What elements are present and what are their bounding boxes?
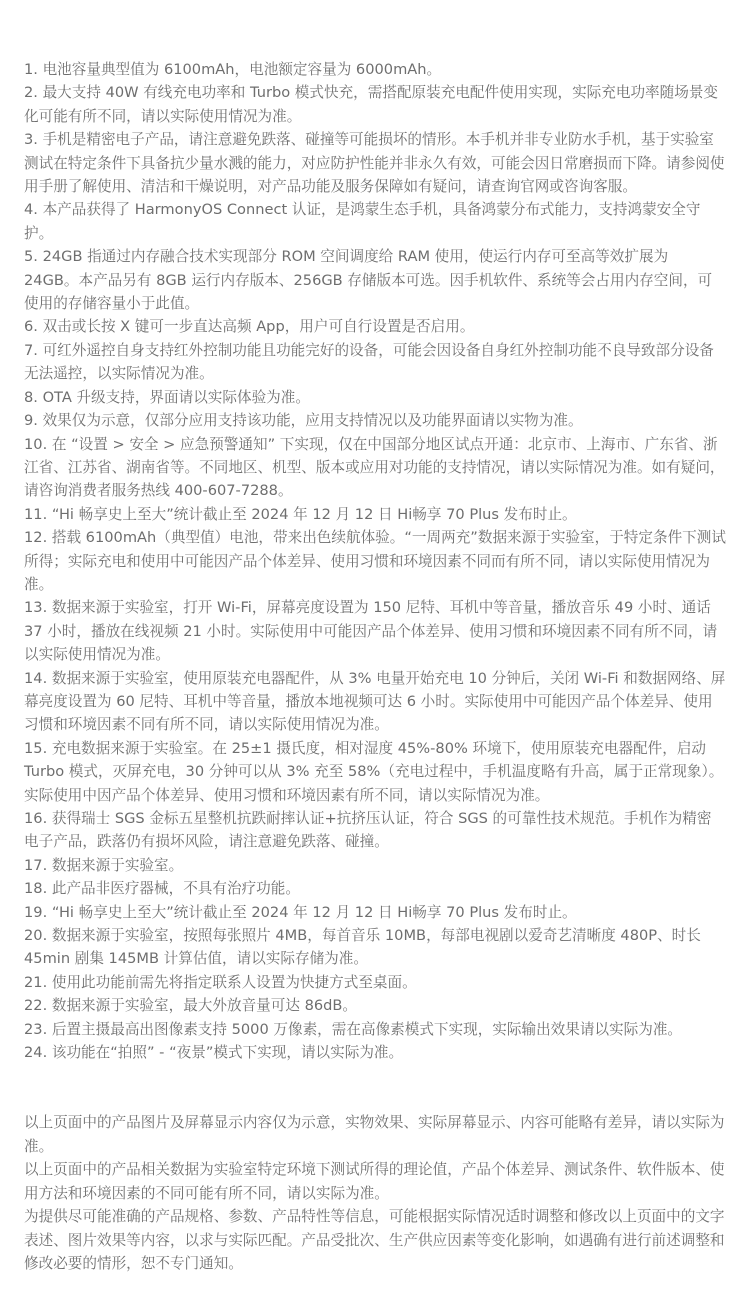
footnote-item: 12. 搭载 6100mAh（典型值）电池，带来出色续航体验。“一周两充”数据来源于实验室，于特定条件下测试所得；实际充电和使用中可能因产品个体差异、使用习惯和环境因素不同而有所不同，请以实际使用情况为准。 (24, 529, 726, 593)
footnote-item: 5. 24GB 指通过内存融合技术实现部分 ROM 空间调度给 RAM 使用，使运行内存可至高等效扩展为 24GB。本产品另有 8GB 运行内存版本、256GB 存储版本可选。因手机软件、系统等会占用内存空间，可使用的存储容量小于此值。 (24, 248, 713, 313)
footnote-list (24, 58, 726, 1064)
disclaimer-paragraph: 以上页面中的产品图片及屏幕显示内容仅为示意，实物效果、实际屏幕显示、内容可能略有差异，请以实际为准。 (24, 1114, 725, 1155)
footnote-item: 17. 数据来源于实验室。 (24, 856, 184, 874)
disclaimer-paragraph: 为提供尽可能准确的产品规格、参数、产品特性等信息，可能根据实际情况适时调整和修改以上页面中的文字表述、图片效果等内容，以求与实际匹配。产品受批次、生产供应因素等变化影响，如遇确有进行前述调整和修改必要的情形，恕不专门通知。 (24, 1208, 725, 1272)
footnote-item: 8. OTA 升级支持，界面请以实际体验为准。 (24, 388, 310, 406)
footnote-item: 3. 手机是精密电子产品，请注意避免跌落、碰撞等可能损坏的情形。本手机并非专业防水手机，基于实验室测试在特定条件下具备抗少量水溅的能力，对应防护性能并非永久有效，可能会因日常磨损而下降。请参阅使用手册了解使用、清洁和干燥说明，对产品功能及服务保障如有疑问，请查询官网或咨询客服。 (24, 131, 725, 196)
footnote-item: 9. 效果仅为示意，仅部分应用支持该功能，应用支持情况以及功能界面请以实物为准。 (24, 412, 583, 430)
footnote-item: 7. 可红外遥控自身支持红外控制功能且功能完好的设备，可能会因设备自身红外控制功能不良导致部分设备无法遥控，以实际情况为准。 (24, 341, 714, 383)
footnote-item: 24. 该功能在“拍照” - “夜景”模式下实现，请以实际为准。 (24, 1044, 404, 1062)
disclaimer-paragraph: 以上页面中的产品相关数据为实验室特定环境下测试所得的理论值，产品个体差异、测试条件、软件版本、使用方法和环境因素的不同可能有所不同，请以实际为准。 (24, 1161, 725, 1202)
footnote-item: 6. 双击或长按 X 键可一步直达高频 App，用户可自行设置是否启用。 (24, 318, 475, 336)
footnote-item: 22. 数据来源于实验室，最大外放音量可达 86dB。 (24, 997, 358, 1015)
footnote-item: 10. 在 “设置 > 安全 > 应急预警通知” 下实现，仅在中国部分地区试点开通：北京市、上海市、广东省、浙江省、江苏省、湖南省等。不同地区、机型、版本或应用对功能的支持情况，请以实际情况为准。如有疑问，请咨询消费者服务热线 400-607-7288。 (24, 435, 725, 500)
footnote-item: 1. 电池容量典型值为 6100mAh，电池额定容量为 6000mAh。 (24, 61, 442, 78)
footnote-item: 15. 充电数据来源于实验室。在 25±1 摄氏度，相对湿度 45%-80% 环境下，使用原装充电器配件，启动 Turbo 模式，灭屏充电，30 分钟可以从 3% 充至 58%（充电过程中，手机温度略有升高，属于正常现象）。实际使用中因产品个体差异、使用习惯和环境因素有所不同，请以实际情况为准。 (24, 739, 724, 804)
footnote-item: 4. 本产品获得了 HarmonyOS Connect 认证，是鸿蒙生态手机，具备鸿蒙分布式能力，支持鸿蒙安全守护。 (24, 201, 701, 242)
disclaimer-section (24, 1111, 726, 1275)
footnote-item: 21. 使用此功能前需先将指定联系人设置为快捷方式至桌面。 (24, 973, 417, 991)
footnote-item: 14. 数据来源于实验室，使用原装充电器配件，从 3% 电量开始充电 10 分钟后，关闭 Wi-Fi 和数据网络、屏幕亮度设置为 60 尼特、耳机中等音量，播放本地视频可达 6 小时。实际使用中可能因产品个体差异、使用习惯和环境因素不同有所不同，请以实际使用情况为准。 (24, 669, 726, 734)
footnote-item: 16. 获得瑞士 SGS 金标五星整机抗跌耐摔认证+抗挤压认证，符合 SGS 的可靠性技术规范。手机作为精密电子产品，跌落仍有损坏风险，请注意避免跌落、碰撞。 (24, 810, 712, 851)
footnote-item: 2. 最大支持 40W 有线充电功率和 Turbo 模式快充，需搭配原装充电配件使用实现，实际充电功率随场景变化可能有所不同，请以实际使用情况为准。 (24, 84, 719, 125)
footnote-item: 18. 此产品非医疗器械，不具有治疗功能。 (24, 880, 300, 898)
footnote-item: 20. 数据来源于实验室，按照每张照片 4MB，每首音乐 10MB，每部电视剧以爱奇艺清晰度 480P、时长 45min 剧集 145MB 计算估值，请以实际存储为准。 (24, 927, 701, 968)
footnote-item: 11. “Hi 畅享史上至大”统计截止至 2024 年 12 月 12 日 Hi畅享 70 Plus 发布时止。 (24, 505, 577, 523)
footnote-item: 13. 数据来源于实验室，打开 Wi-Fi，屏幕亮度设置为 150 尼特、耳机中等音量，播放音乐 49 小时、通话 37 小时，播放在线视频 21 小时。实际使用中可能因产品个体差异、使用习惯和环境因素不同有所不同，请以实际使用情况为准。 (24, 599, 718, 664)
footnote-item: 19. “Hi 畅享史上至大”统计截止至 2024 年 12 月 12 日 Hi畅享 70 Plus 发布时止。 (24, 903, 577, 921)
footnote-item: 23. 后置主摄最高出图像素支持 5000 万像素，需在高像素模式下实现，实际输出效果请以实际为准。 (24, 1020, 683, 1038)
